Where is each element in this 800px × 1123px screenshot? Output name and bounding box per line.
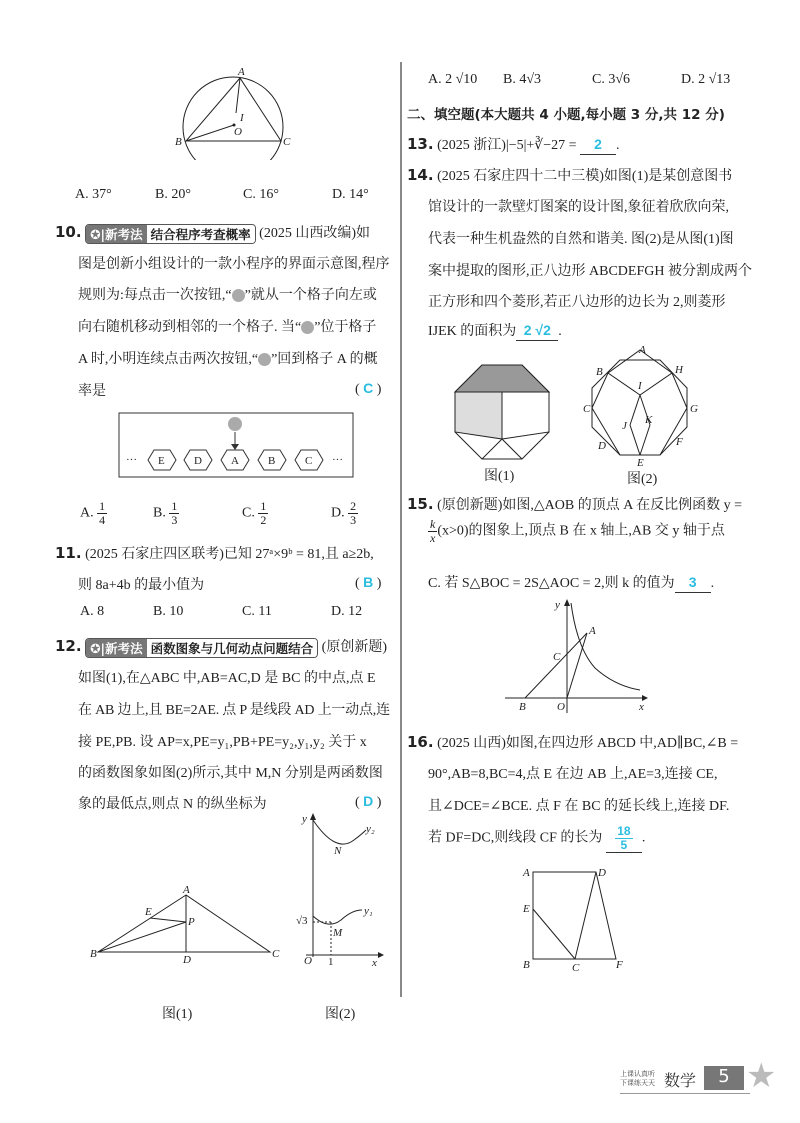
point-label: B [90, 948, 97, 960]
point-label: C [283, 136, 291, 148]
q9-option-b[interactable]: B. 20° [155, 187, 191, 202]
q10-answer-bracket: ( C ) [355, 380, 382, 397]
q16-text: 且∠DCE=∠BCE. 点 F 在 BC 的延长线上,连接 DF. [428, 799, 730, 814]
q11-answer-bracket: ( B ) [355, 574, 382, 591]
point-label: D [598, 867, 606, 879]
q15-text: $\frac{k}{x}$ (x>0)的图象上,顶点 B 在 x 轴上,AB 交 y 轴于点 [430, 517, 725, 545]
point-label: E [523, 903, 530, 915]
q14-lamp-figure [452, 362, 552, 462]
axis-label: x [372, 957, 377, 967]
point-label: C [572, 962, 580, 974]
svg-text:A: A [231, 455, 239, 467]
q10-option-c[interactable]: C. $\frac{1}{2}$ [242, 499, 267, 527]
q14-text: 案中提取的图形,正八边形 ABCDEFGH 被分割成两个 [428, 264, 752, 279]
q14-text: 代表一种生机盎然的自然和谐美. 图(2)是从图(1)图 [428, 232, 734, 247]
q14-text: 馆设计的一款壁灯图案的设计图,象征着欣欣向荣, [428, 200, 729, 215]
point-label: D [183, 954, 191, 965]
cell-e [148, 450, 176, 470]
star-mascot-icon: ★ [746, 1058, 777, 1095]
q10-text: 图是创新小组设计的一款小程序的界面示意图,程序 [78, 257, 390, 272]
q15-graph [505, 598, 655, 718]
svg-text:B: B [268, 455, 276, 467]
point-label: B [519, 701, 526, 713]
q15-text: C. 若 S△BOC = 2S△AOC = 2,则 k 的值为 3 . [428, 574, 715, 591]
curve-label: y₁ [364, 905, 373, 917]
curve-label: y₂ [366, 823, 375, 835]
q15-text: 15. (原创新题)如图,△AOB 的顶点 A 在反比例函数 y = [407, 495, 742, 513]
axis-label: y [555, 599, 560, 611]
point-label: C [553, 651, 561, 663]
q10-text: A 时,小明连续点击两次按钮,“ ”回到格子 A 的概 [78, 352, 378, 367]
smiley-icon [301, 321, 314, 334]
q12-text: 在 AB 边上,且 BE=2AE. 点 P 是线段 AD 上一动点,连 [78, 703, 390, 718]
point-label: B [175, 136, 182, 148]
point-label: C [583, 403, 591, 415]
footer-rule [620, 1093, 750, 1094]
q10-option-b[interactable]: B. $\frac{1}{3}$ [153, 499, 178, 527]
q12-text: 接 PE,PB. 设 AP=x,PE=y₁,PB+PE=y₂,y₁,y₂ 关于 x [78, 735, 367, 750]
q12-answer-bracket: ( D ) [355, 793, 382, 810]
origin-label: O [304, 955, 312, 967]
answer-blank: 2 [580, 136, 616, 155]
q12-text: 的函数图象如图(2)所示,其中 M,N 分别是两函数图 [78, 766, 383, 781]
q10-text: 向右随机移动到相邻的一个格子. 当“ ”位于格子 [78, 320, 377, 335]
figure-caption: 图(2) [627, 472, 658, 487]
point-label: P [188, 916, 195, 928]
answer-blank: $\frac{18}{5}$ [606, 825, 642, 853]
answer-blank: 3 [675, 574, 711, 593]
point-label: G [690, 403, 698, 415]
tick-label: √3 [296, 915, 308, 927]
q11-text: 11. (2025 石家庄四区联考)已知 27ᵃ×9ᵇ = 81,且 a≥2b, [55, 544, 374, 562]
point-label: K [645, 414, 653, 426]
q14-octagon-figure [582, 345, 700, 467]
cell-a [221, 450, 249, 470]
point-label: A [589, 625, 596, 637]
q11-option-d[interactable]: D. 12 [331, 604, 363, 619]
figure-caption: 图(2) [325, 1007, 356, 1022]
svg-text:D: D [194, 455, 202, 467]
point-label: I [240, 112, 244, 124]
cell-c [295, 450, 323, 470]
q16-text: 16. (2025 山西)如图,在四边形 ABCD 中,AD∥BC,∠B = [407, 733, 739, 751]
q14-text: 14. (2025 石家庄四十二中三模)如图(1)是某创意图书 [407, 166, 733, 184]
subject-label: 数学 [664, 1071, 697, 1090]
point-label: N [334, 845, 342, 857]
answer-blank: 2 √2 [516, 322, 558, 341]
figure-caption: 图(1) [484, 469, 515, 484]
point-label: F [616, 959, 623, 971]
point-label: A [238, 66, 245, 78]
axis-label: x [639, 701, 644, 713]
point-label: F [676, 436, 683, 448]
point-label: E [145, 906, 152, 918]
point-label: O [557, 701, 565, 713]
point-label: I [638, 380, 642, 392]
q16-text: 若 DF=DC,则线段 CF 的长为 $\frac{18}{5}$ . [428, 824, 646, 852]
cell-d [184, 450, 212, 470]
point-label: A [639, 345, 646, 356]
q10-option-a[interactable]: A. $\frac{1}{4}$ [80, 499, 106, 527]
q11-option-c[interactable]: C. 11 [242, 604, 272, 619]
point-label: C [272, 948, 280, 960]
q9-circle-figure [170, 65, 300, 160]
cell-b [258, 450, 286, 470]
point-label: A [183, 885, 190, 896]
new-exam-tag: ✪|新考法 函数图象与几何动点问题结合 [85, 638, 318, 658]
q14-text: IJEK 的面积为 2 √2 . [428, 322, 562, 339]
ellipsis: ··· [332, 454, 343, 466]
point-label: B [523, 959, 530, 971]
q9-option-c[interactable]: C. 16° [243, 187, 279, 202]
question-number: 10. [55, 223, 82, 241]
q12-text: 如图(1),在△ABC 中,AB=AC,D 是 BC 的中点,点 E [78, 671, 376, 686]
q13-text: 13. (2025 浙江)|−5|+∛−27 = 2 . [407, 135, 620, 153]
svg-text:E: E [158, 455, 165, 467]
q8-option-a[interactable]: A. 2 √10 [428, 72, 478, 87]
question-source: (2025 山西改编)如 [259, 226, 370, 241]
new-exam-tag: ✪|新考法 结合程序考查概率 [85, 224, 256, 244]
q11-option-b[interactable]: B. 10 [153, 604, 184, 619]
q16-text: 90°,AB=8,BC=4,点 E 在边 AB 上,AE=3,连接 CE, [428, 767, 718, 782]
q8-option-d[interactable]: D. 2 √13 [681, 72, 731, 87]
smiley-icon [228, 417, 242, 431]
q8-option-b[interactable]: B. 4√3 [503, 72, 542, 87]
point-label: E [637, 457, 644, 467]
q10-program-figure [118, 412, 356, 480]
section-title: 二、填空题(本大题共 4 小题,每小题 3 分,共 12 分) [407, 107, 725, 123]
column-divider [400, 62, 402, 997]
q14-text: 正方形和四个菱形,若正八边形的边长为 2,则菱形 [428, 295, 726, 310]
figure-caption: 图(1) [162, 1007, 193, 1022]
q10-text: 率是 [78, 384, 106, 399]
smiley-icon [232, 289, 245, 302]
tick-label: 1 [328, 956, 334, 967]
point-label: O [234, 126, 242, 138]
point-label: M [333, 927, 343, 939]
smiley-icon [258, 353, 271, 366]
q16-figure [518, 864, 628, 974]
point-label: H [675, 364, 683, 376]
q9-option-a[interactable]: A. 37° [75, 187, 112, 202]
point-label: A [523, 867, 530, 879]
q12-function-graph [296, 812, 386, 967]
svg-text:C: C [305, 455, 313, 467]
q12-text: 象的最低点,则点 N 的纵坐标为 [78, 797, 267, 812]
q11-text: 则 8a+4b 的最小值为 [78, 578, 205, 593]
point-label: B [596, 366, 603, 378]
q8-option-c[interactable]: C. 3√6 [592, 72, 631, 87]
point-label: D [598, 440, 606, 452]
page-number: 5 [704, 1066, 744, 1090]
q10-option-d[interactable]: D. $\frac{2}{3}$ [331, 499, 357, 527]
q12-header: 12. ✪|新考法 函数图象与几何动点问题结合 (原创新题) [55, 637, 387, 656]
ellipsis: ··· [126, 454, 137, 466]
q11-option-a[interactable]: A. 8 [80, 604, 105, 619]
q10-header [55, 222, 370, 244]
point-label: J [622, 420, 627, 432]
q12-triangle-figure [88, 885, 283, 965]
footer-slogan: 上课认真听 下课练天天 [620, 1070, 655, 1087]
axis-label: y [302, 813, 307, 825]
q10-text: 规则为:每点击一次按钮,“ ”就从一个格子向左或 [78, 288, 377, 303]
q9-option-d[interactable]: D. 14° [332, 187, 369, 202]
